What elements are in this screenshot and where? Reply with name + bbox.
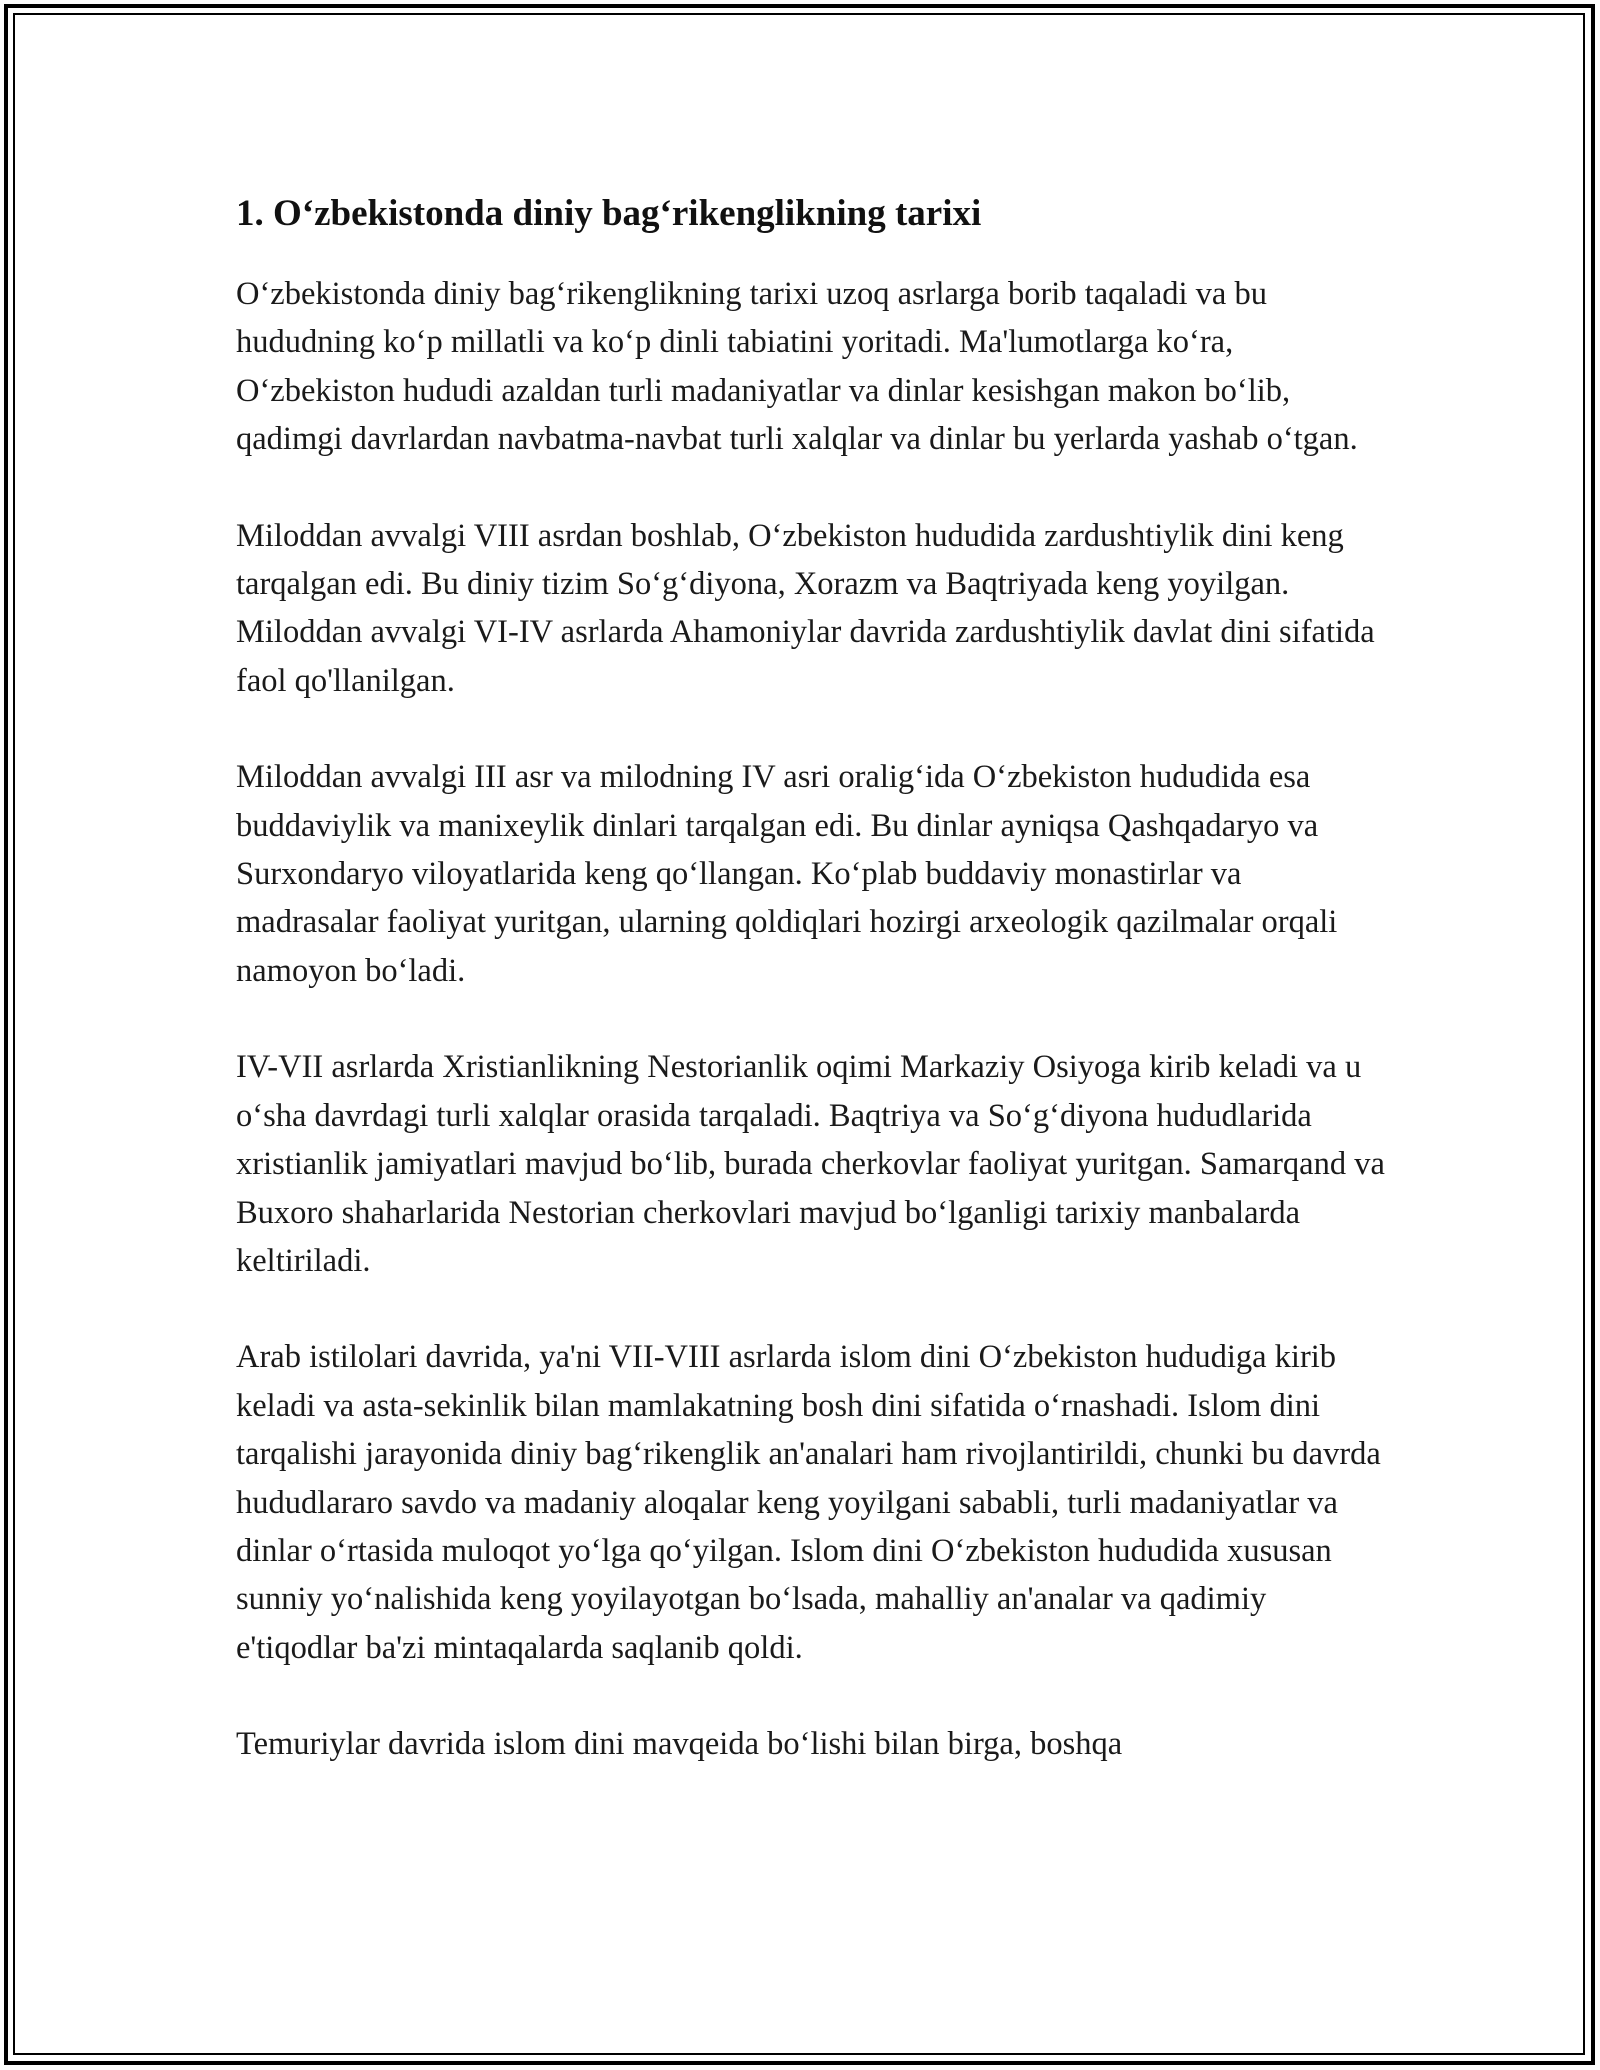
paragraph-islam: Arab istilolari davrida, ya'ni VII-VIII asrlarda islom dini O‘zbekiston hududiga kirib keladi va asta-sekinlik bilan mamlakatning bosh dini sifatida o‘rnashadi. Islom dini tarqalishi jarayonida diniy bag‘rikenglik an'analari ham rivojlantirildi, chunki bu davrda hududlararo savdo va madaniy aloqalar keng yoyilgani sababli, turli madaniyatlar va dinlar o‘rtasida muloqot yo‘lga qo‘yilgan. Islom dini O‘zbekiston hududida xususan sunniy yo‘nalishida keng yoyilayotgan bo‘lsada, mahalliy an'analar va qadimiy e'tiqodlar ba'zi mintaqalarda saqlanib qoldi. [236,1339,1381,1666]
paragraph-christianity: IV-VII asrlarda Xristianlikning Nestorianlik oqimi Markaziy Osiyoga kirib keladi va u o‘sha davrdagi turli xalqlar orasida tarqaladi. Baqtriya va So‘g‘diyona hududlarida xristianlik jamiyatlari mavjud bo‘lib, burada cherkovlar faoliyat yuritgan. Samarqand va Buxoro shaharlarida Nestorian cherkovlari mavjud bo‘lganligi tarixiy manbalarda keltiriladi. [236,1049,1385,1279]
document-body [236,188,1386,1817]
section-heading: 1. O‘zbekistonda diniy bag‘rikenglikning tarixi [236,193,982,234]
paragraph-intro: O‘zbekistonda diniy bag‘rikenglikning tarixi uzoq asrlarga borib taqaladi va bu hududning ko‘p millatli va ko‘p dinli tabiatini yoritadi. Ma'lumotlarga ko‘ra, O‘zbekiston hududi azaldan turli madaniyatlar va dinlar kesishgan makon bo‘lib, qadimgi davrlardan navbatma-navbat turli xalqlar va dinlar bu yerlarda yashab o‘tgan. [236,276,1358,458]
paragraph-buddhism: Miloddan avvalgi III asr va milodning IV asri oralig‘ida O‘zbekiston hududida esa buddaviylik va manixeylik dinlari tarqalgan edi. Bu dinlar ayniqsa Qashqadaryo va Surxondaryo viloyatlarida keng qo‘llangan. Ko‘plab buddaviy monastirlar va madrasalar faoliyat yuritgan, ularning qoldiqlari hozirgi arxeologik qazilmalar orqali namoyon bo‘ladi. [236,759,1338,989]
paragraph-zoroastrianism: Miloddan avvalgi VIII asrdan boshlab, O‘zbekiston hududida zardushtiylik dini keng tarqalgan edi. Bu diniy tizim So‘g‘diyona, Xorazm va Baqtriyada keng yoyilgan. Miloddan avvalgi VI-IV asrlarda Ahamoniylar davrida zardushtiylik davlat dini sifatida faol qo'llanilgan. [236,517,1375,699]
paragraph-timurids: Temuriylar davrida islom dini mavqeida bo‘lishi bilan birga, boshqa [236,1726,1123,1763]
